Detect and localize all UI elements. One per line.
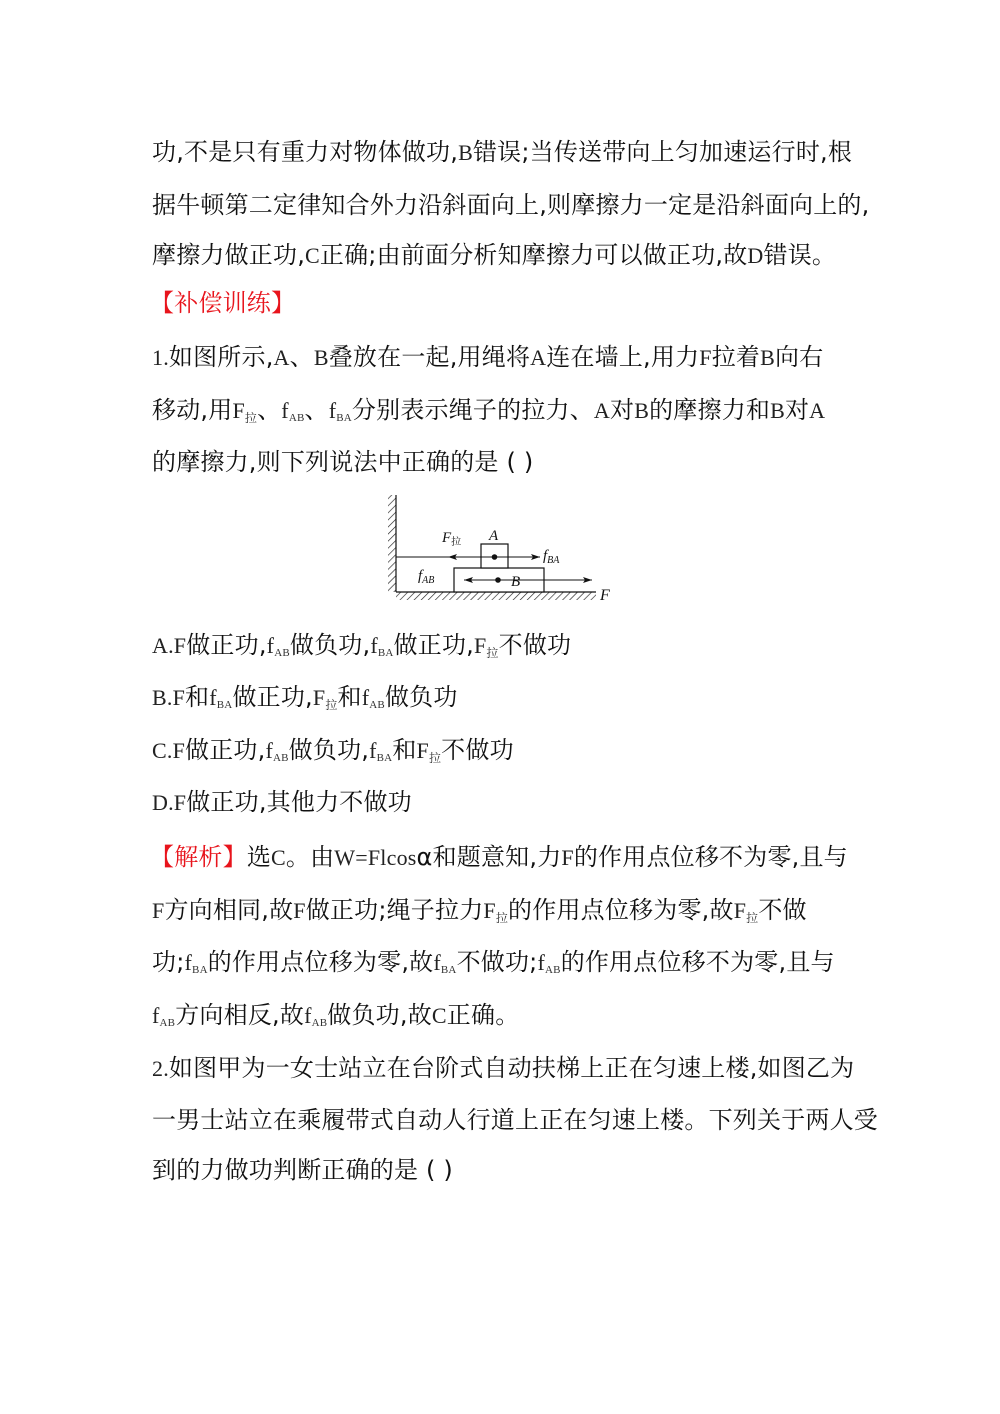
section-label-supplementary-training: 【补偿训练】 [150,289,296,317]
label-block-b: B [511,574,521,590]
explanation-line-2: 据牛顿第二定律知合外力沿斜面向上,则摩擦力一定是沿斜面向上的, [152,191,870,219]
question1-stem-line-3: 的摩擦力,则下列说法中正确的是 ( ) [152,448,534,476]
explanation-line-3: 摩擦力做正功,C正确;由前面分析知摩擦力可以做正功,故D错误。 [152,241,837,269]
label-f-ba: $f_{BA}$ [543,548,560,566]
question1-stem-line-1: 1.如图所示,A、B叠放在一起,用绳将A连在墙上,用力F拉着B向右 [152,343,824,371]
block-b-center-dot [495,577,501,583]
question1-analysis-line-3: 功$;f_{BA}$的作用点位移为零,故$f_{BA}$不做功$;f_{AB}$的作用点位移不为零,且与 [152,948,835,976]
question2-stem-line-2: 一男士站立在乘履带式自动人行道上正在匀速上楼。下列关于两人受 [152,1106,878,1134]
explanation-line-1: 功,不是只有重力对物体做功,B错误;当传送带向上匀加速运行时,根 [152,138,853,166]
label-f-pull: F [600,587,610,604]
question1-option-c[interactable]: C.F做正功$,f_{AB}$做负功$,f_{BA}$和$F_拉$不做功 [152,736,514,765]
question1-analysis-line-2: F方向相同,故F做正功;绳子拉力$F_拉$的作用点位移为零,故$F_拉$不做 [152,896,807,925]
label-f-ab: $f_{AB}$ [418,568,435,586]
question1-option-b[interactable]: B.F和$f_{BA}$做正功$,F_拉$和$f_{AB}$做负功 [152,683,458,712]
question1-analysis-line-4: $f_{AB}$方向相反,故$f_{AB}$做负功,故C正确。 [152,1001,520,1029]
question1-option-d[interactable]: D.F做正功,其他力不做功 [152,788,412,816]
block-a-center-dot [492,554,498,560]
question1-option-a[interactable]: A.F做正功$,f_{AB}$做负功$,f_{BA}$做正功$,F_拉$不做功 [152,631,572,660]
question1-stem-line-2: 移动,用$F_拉$、$f_{AB}$、$f_{BA}$分别表示绳子的拉力、A对B的摩擦力和B对A [152,396,826,425]
question2-stem-line-3: 到的力做功判断正确的是 ( ) [152,1156,453,1184]
wall-hatch [388,495,396,592]
question2-stem-line-1: 2.如图甲为一女士站立在台阶式自动扶梯上正在匀速上楼,如图乙为 [152,1054,855,1082]
question1-figure-blocks-diagram [370,488,630,608]
question1-analysis-line-1: 【解析】选C。由W=Flcosα和题意知,力F的作用点位移不为零,且与 [150,843,848,871]
label-block-a: A [489,528,499,544]
label-f-rope: $F_拉$ [442,530,462,548]
floor-hatch [396,592,596,600]
